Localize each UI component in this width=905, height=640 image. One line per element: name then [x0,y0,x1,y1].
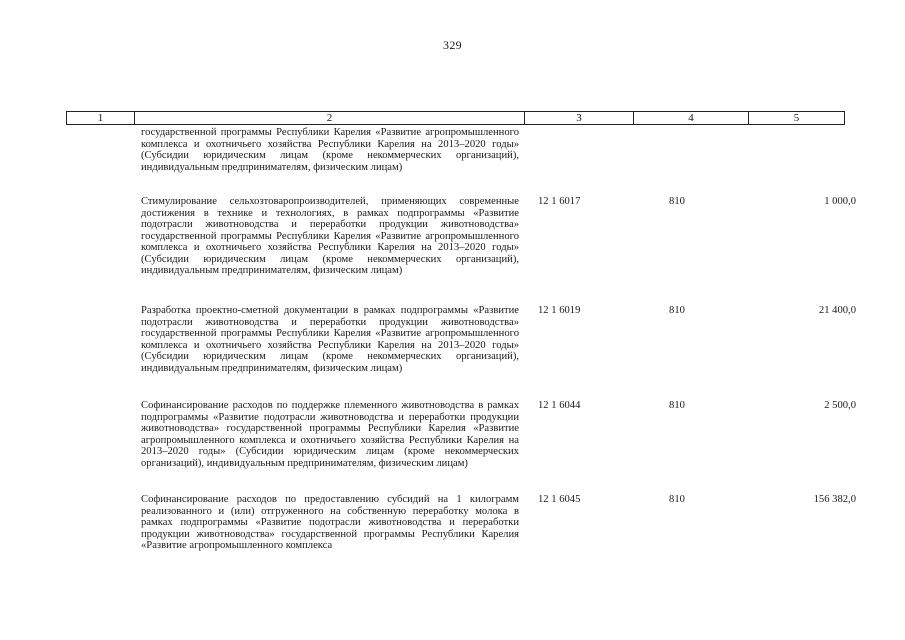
column-header-2: 2 [135,112,525,124]
table-row [141,400,861,469]
table-header-row [66,111,845,125]
row-type: 810 [669,305,685,316]
row-type: 810 [669,196,685,207]
column-header-1: 1 [67,112,135,124]
row-description: Софинансирование расходов по предоставлению субсидий на 1 килограмм реализованного и (или) отгруженного на собственную переработку молока в рамках подпрограммы «Развитие подотрасли животноводства и переработки продукции животноводства» государственной программы Республики Карелия «Развитие агропромышленного комплекса [141,494,519,551]
row-type: 810 [669,494,685,505]
column-header-5: 5 [793,112,800,124]
table-row [141,196,861,277]
table-row [141,305,861,374]
row-amount: 2 500,0 [824,400,856,411]
row-amount: 156 382,0 [813,494,856,505]
row-type: 810 [669,400,685,411]
row-amount: 1 000,0 [824,196,856,207]
row-code: 12 1 6044 [538,400,581,411]
row-code: 12 1 6017 [538,196,581,207]
row-amount: 21 400,0 [818,305,856,316]
row-description: Софинансирование расходов по поддержке племенного животноводства в рамках подпрограммы «Развитие подотрасли животноводства и переработки продукции животноводства» государственной программы Республики Карелия «Развитие агропромышленного комплекса и охотничьего хозяйства Республики Карелия на 2013–2020 годы» (Субсидии юридическим лицам (кроме некоммерческих организаций), индивидуальным предпринимателям, физическим лицам) [141,400,519,469]
row-description: государственной программы Республики Карелия «Развитие агропромышленного комплекса и охотничьего хозяйства Республики Карелия на 2013–2020 годы» (Субсидии юридическим лицам (кроме некоммерческих организаций), индивидуальным предпринимателям, физическим лицам) [141,127,519,173]
table-row [141,127,861,173]
row-description: Стимулирование сельхозтоваропроизводителей, применяющих современные достижения в технике и технологиях, в рамках подпрограммы «Развитие подотрасли животноводства и переработки продукции животноводства» государственной программы Республики Карелия «Развитие агропромышленного комплекса и охотничьего хозяйства Республики Карелия на 2013–2020 годы» (Субсидии юридическим лицам (кроме некоммерческих организаций), индивидуальным предпринимателям, физическим лицам) [141,196,519,276]
column-header-3: 3 [525,112,634,124]
table-row [141,494,861,552]
column-header-4: 4 [634,112,749,124]
row-code: 12 1 6045 [538,494,581,505]
page-number: 329 [443,38,462,52]
row-code: 12 1 6019 [538,305,581,316]
row-description: Разработка проектно-сметной документации в рамках подпрограммы «Развитие подотрасли животноводства и переработки продукции животноводства» государственной программы Республики Карелия «Развитие агропромышленного комплекса и охотничьего хозяйства Республики Карелия на 2013–2020 годы» (Субсидии юридическим лицам (кроме некоммерческих организаций), индивидуальным предпринимателям, физическим лицам) [141,305,519,374]
